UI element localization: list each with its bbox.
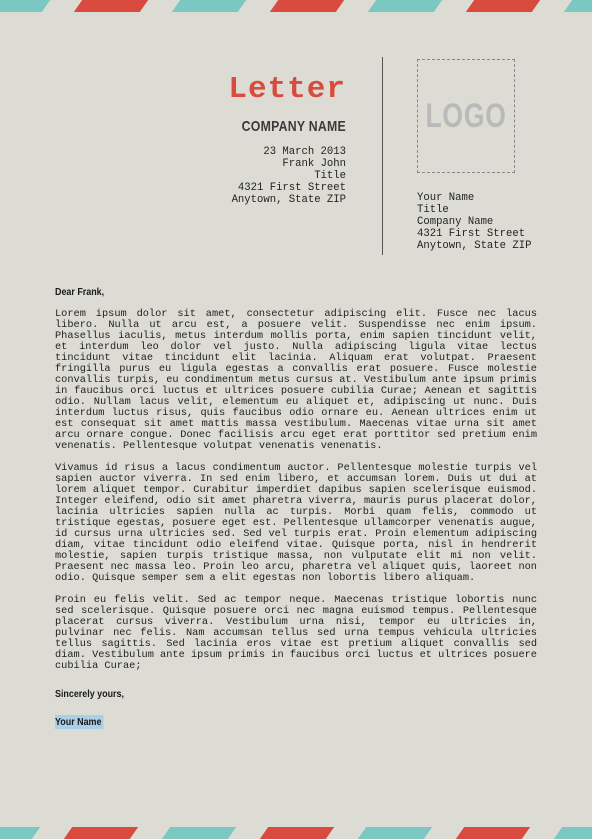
logo-placeholder: [417, 59, 515, 173]
airmail-stripe: [172, 0, 246, 12]
salutation: Dear Frank,: [55, 286, 105, 298]
airmail-stripe: [456, 827, 530, 839]
airmail-stripe: [64, 827, 138, 839]
airmail-border-top: [0, 0, 592, 12]
logo-text: LOGO: [425, 96, 507, 135]
airmail-stripe: [466, 0, 540, 12]
airmail-stripe: [0, 827, 40, 839]
recipient-name: Your Name: [417, 192, 475, 204]
signature-name[interactable]: Your Name: [55, 716, 102, 728]
airmail-stripe: [368, 0, 442, 12]
sender-city: Anytown, State ZIP: [231, 194, 346, 206]
airmail-stripe: [0, 0, 50, 12]
airmail-stripe: [162, 827, 236, 839]
sender-address-block: [160, 146, 346, 206]
sender-date: 23 March 2013: [263, 146, 346, 158]
recipient-company: Company Name: [417, 216, 494, 228]
body-paragraph: Lorem ipsum dolor sit amet, consectetur adipiscing elit. Fusce nec lacus libero. Nulla ut arcu est, a posuere velit. Suspendisse nec enim ipsum. Phasellus iaculis, metus interdum mollis porta, enim sapien tincidunt velit, et interdum leo dolor vel justo. Nulla adipiscing ligula vitae lectus tincidunt vitae tincidunt elit lacinia. Aliquam erat volutpat. Praesent fringilla purus eu ligula egestas a convallis erat posuere. Fusce molestie convallis turpis, eu condimentum metus cursus at. Vestibulum ante ipsum primis in faucibus orci luctus et ultrices posuere cubilia Curae; Aenean et sagittis odio. Nullam lacus velit, elementum eu aliquet et, adipiscing ut nunc. Duis interdum luctus risus, quis faucibus odio ornare eu. Aenean ultrices enim ut est consequat sit amet mattis massa vestibulum. Maecenas vitae urna sit amet arcu ornare congue. Donec facilisis arcu eget erat porttitor sed pretium enim venenatis. Pellentesque volutpat venenatis venenatis.: [55, 308, 537, 452]
header-divider: [382, 57, 383, 255]
recipient-city: Anytown, State ZIP: [417, 240, 532, 252]
letter-body: [55, 309, 537, 683]
body-paragraph: Proin eu felis velit. Sed ac tempor neque. Maecenas tristique lobortis nunc sed scelerisque. Quisque posuere orci nec magna euismod tempus. Pellentesque placerat cursus viverra. Vestibulum urna nisi, tempor eu ultricies in, pulvinar nec felis. Nam accumsan tellus sed urna tempus vehicula ultricies tellus sagittis. Sed lacinia eros vitae est pretium aliquet convallis sed diam. Vestibulum ante ipsum primis in faucibus orci luctus et ultrices posuere cubilia Curae;: [55, 594, 537, 672]
airmail-stripe: [260, 827, 334, 839]
airmail-border-bottom: [0, 827, 592, 839]
airmail-stripe: [270, 0, 344, 12]
sender-street: 4321 First Street: [237, 182, 346, 194]
closing: Sincerely yours,: [55, 688, 124, 700]
body-paragraph: Vivamus id risus a lacus condimentum auctor. Pellentesque molestie turpis vel sapien auctor viverra. In sed enim libero, et accumsan lorem. Duis ut dui at lorem aliquet tempor. Curabitur imperdiet dapibus sapien scelerisque euismod. Integer eleifend, odio sit amet pharetra viverra, mauris purus placerat dolor, lacinia ultricies sapien nulla ac turpis. Morbi quam felis, commodo ut tristique egestas, posuere eget est. Pellentesque ullamcorper venenatis augue, id cursus urna ultricies sed. Sed vel turpis erat. Proin elementum adipiscing diam, vitae tincidunt odio eleifend vitae. Quisque porta, nisl in hendrerit molestie, sapien turpis tristique massa, non vulputate elit mi non velit. Praesent nec massa leo. Proin leo arcu, pharetra vel aliquet quis, laoreet non odio. Quisque semper sem a elit egestas non lobortis libero aliquam.: [55, 462, 537, 584]
letter-title: Letter: [228, 72, 346, 107]
recipient-street: 4321 First Street: [417, 228, 526, 240]
recipient-address-block: [417, 192, 557, 252]
sender-name: Frank John: [282, 158, 346, 170]
airmail-stripe: [74, 0, 148, 12]
airmail-stripe: [358, 827, 432, 839]
airmail-stripe: [564, 0, 592, 12]
airmail-stripe: [554, 827, 592, 839]
sender-title: Title: [314, 170, 346, 182]
recipient-title: Title: [417, 204, 449, 216]
company-name: COMPANY NAME: [241, 118, 346, 135]
